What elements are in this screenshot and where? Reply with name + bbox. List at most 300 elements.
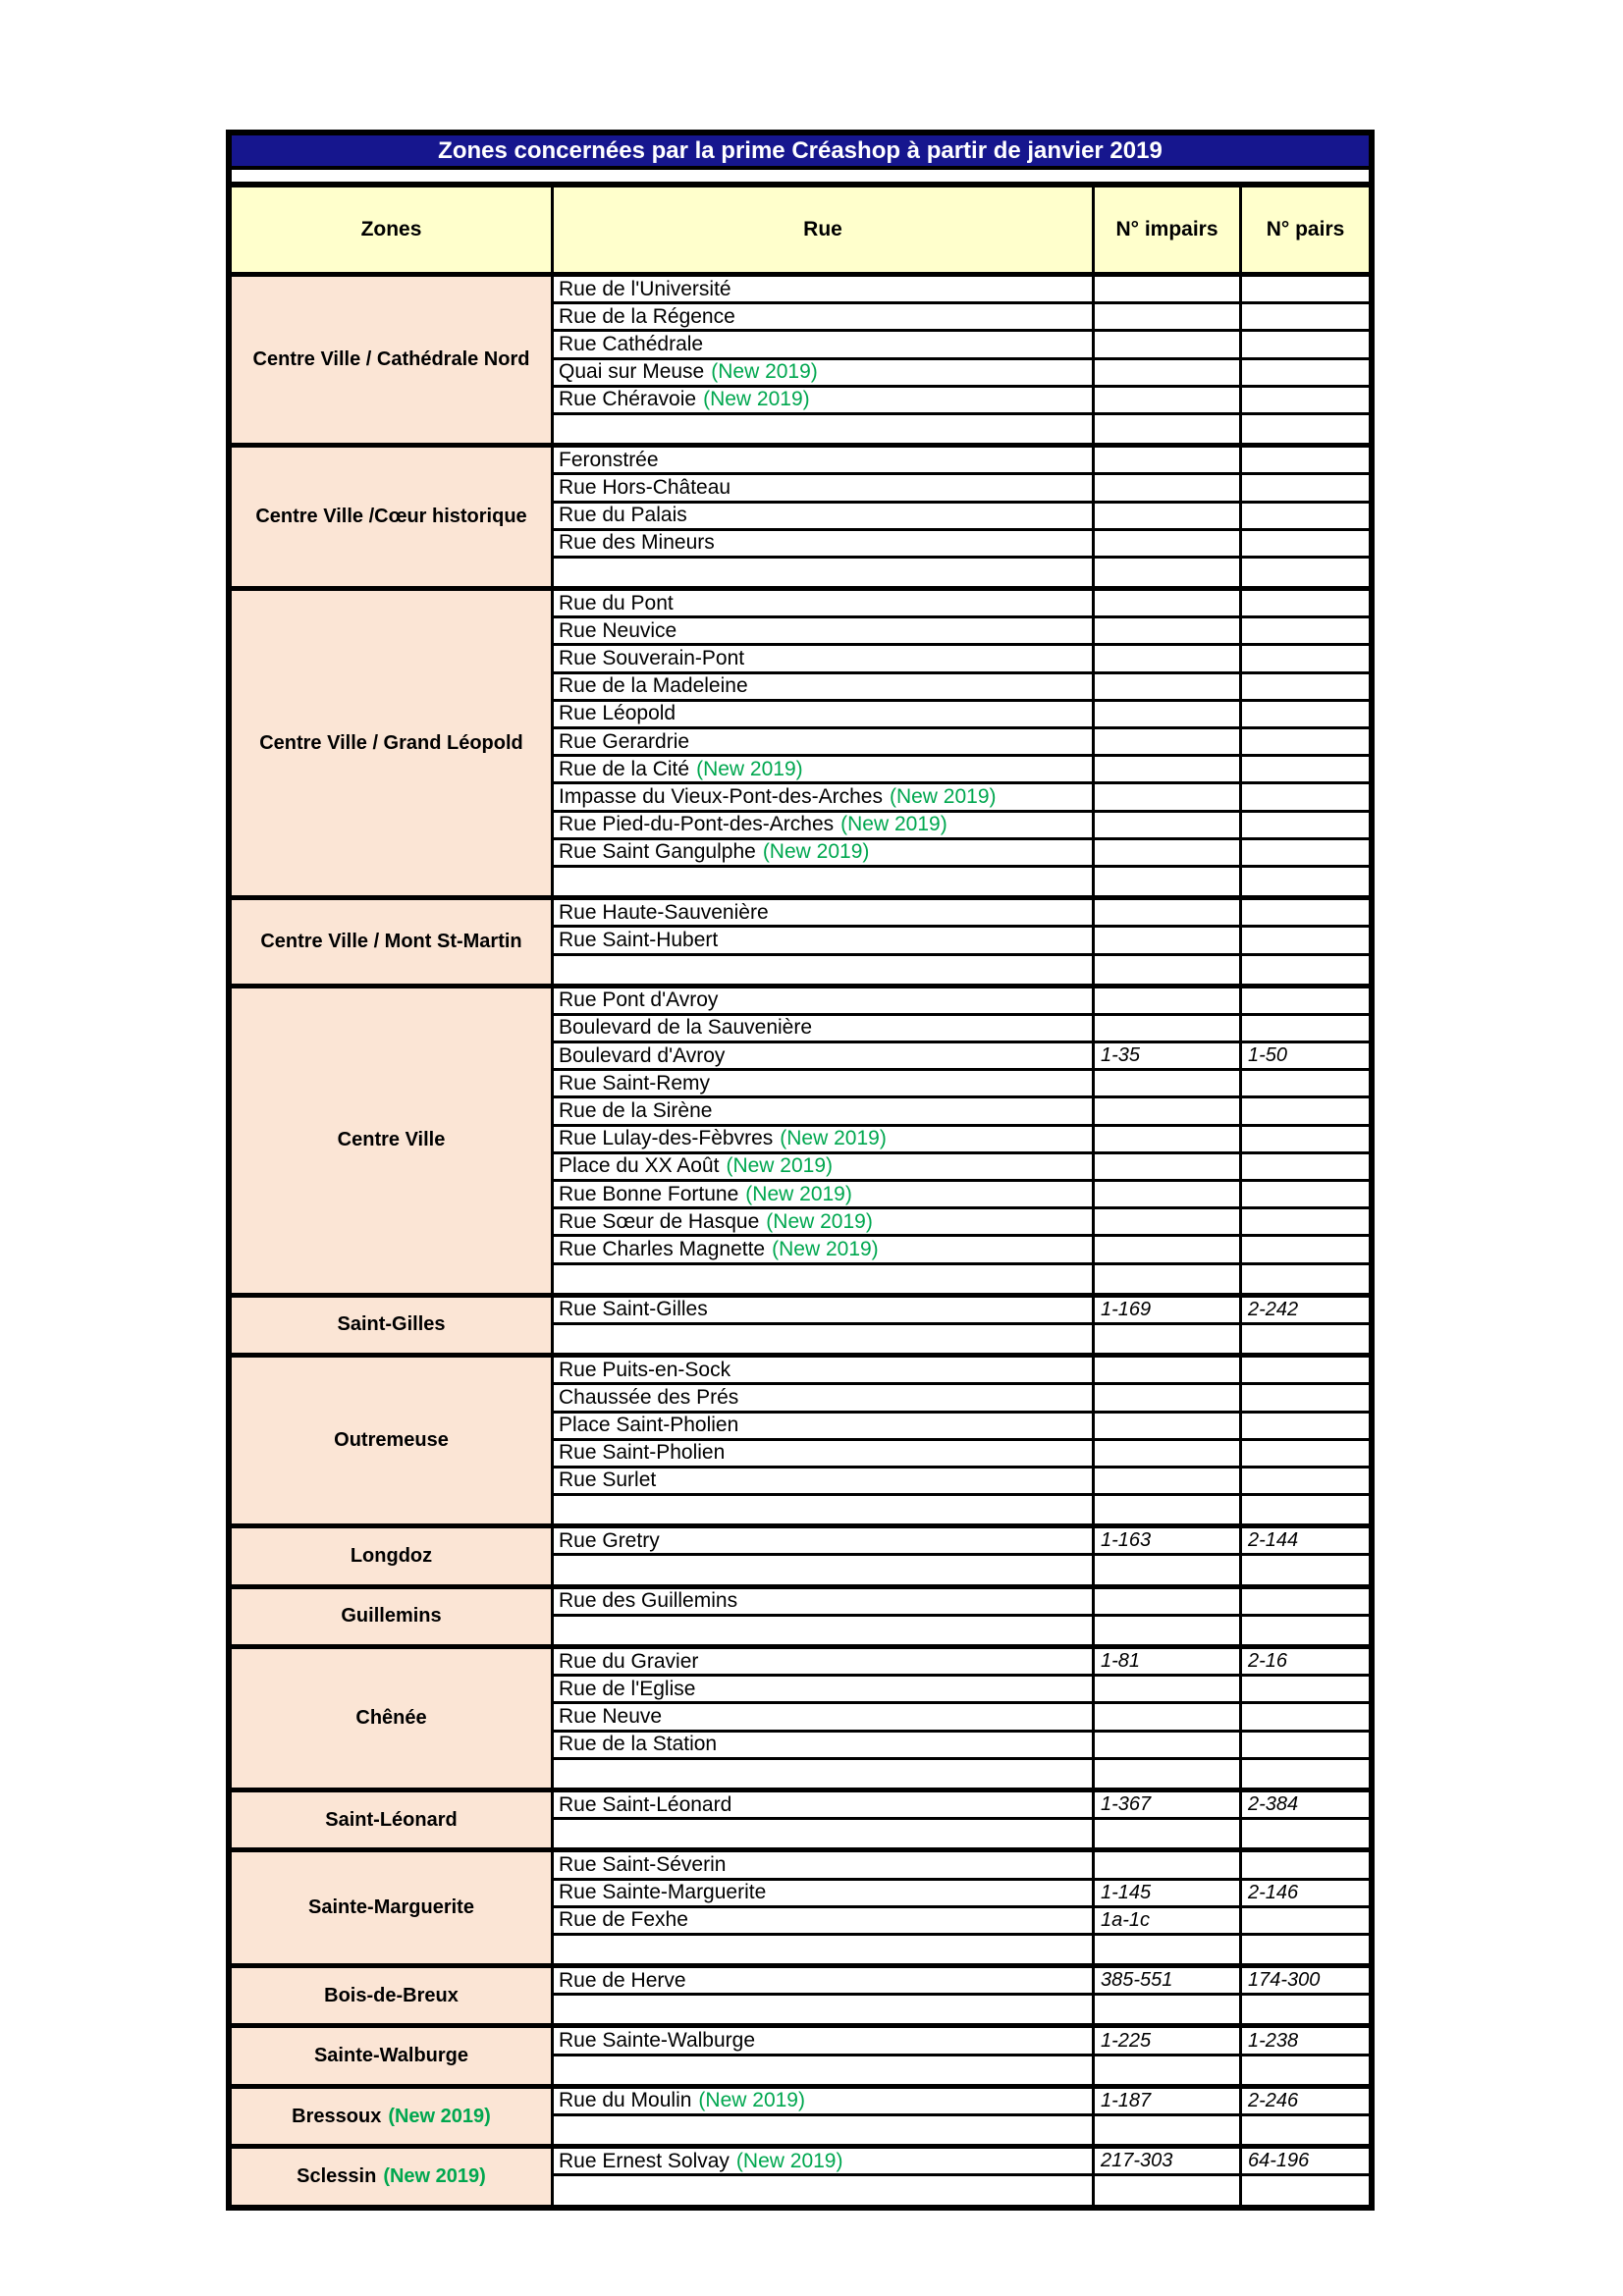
zone-name-cell bbox=[232, 1649, 554, 1788]
street-cell bbox=[554, 1760, 1095, 1788]
impairs-cell bbox=[1095, 2176, 1242, 2204]
impairs-cell bbox=[1095, 475, 1242, 500]
impairs-cell bbox=[1095, 1968, 1242, 1993]
zone-blocks bbox=[232, 277, 1369, 2205]
new-2019-tag: (New 2019) bbox=[703, 388, 810, 411]
street-cell bbox=[554, 591, 1095, 615]
street-rows bbox=[554, 1528, 1369, 1583]
street-rows bbox=[554, 988, 1369, 1293]
zone-name: Chênée bbox=[355, 1706, 427, 1729]
pairs-cell bbox=[1242, 531, 1369, 556]
street-cell bbox=[554, 1704, 1095, 1729]
pairs-cell bbox=[1242, 1908, 1369, 1933]
street-name: Rue Pont d'Avroy bbox=[559, 988, 719, 1012]
zone-block bbox=[232, 900, 1369, 988]
street-rows bbox=[554, 1298, 1369, 1353]
street-name: Rue de la Madeleine bbox=[559, 674, 748, 698]
pairs-cell bbox=[1242, 1154, 1369, 1179]
street-row bbox=[554, 1881, 1369, 1908]
street-row bbox=[554, 674, 1369, 702]
impairs-cell bbox=[1095, 1733, 1242, 1757]
zone-name-cell bbox=[232, 448, 554, 586]
pairs-cell bbox=[1242, 1468, 1369, 1493]
street-name: Rue de l'Université bbox=[559, 277, 731, 300]
street-name: Rue Saint-Gilles bbox=[559, 1298, 708, 1321]
impairs-cell bbox=[1095, 2149, 1242, 2173]
pairs-cell bbox=[1242, 2056, 1369, 2084]
pairs-value: 1-50 bbox=[1248, 1044, 1288, 1067]
pairs-cell bbox=[1242, 1649, 1369, 1674]
impairs-cell bbox=[1095, 702, 1242, 726]
street-row bbox=[554, 1496, 1369, 1523]
street-name: Rue Surlet bbox=[559, 1468, 657, 1492]
street-row bbox=[554, 2116, 1369, 2144]
street-name: Rue Saint-Séverin bbox=[559, 1852, 727, 1876]
impairs-cell bbox=[1095, 840, 1242, 865]
street-cell bbox=[554, 900, 1095, 925]
street-cell bbox=[554, 1237, 1095, 1261]
impairs-cell bbox=[1095, 1358, 1242, 1382]
street-row bbox=[554, 360, 1369, 388]
street-cell bbox=[554, 1733, 1095, 1757]
street-cell bbox=[554, 646, 1095, 670]
zone-name-cell bbox=[232, 1792, 554, 1847]
pairs-cell bbox=[1242, 1358, 1369, 1382]
impairs-cell bbox=[1095, 1704, 1242, 1729]
street-row bbox=[554, 813, 1369, 840]
street-name: Rue Haute-Sauvenière bbox=[559, 900, 769, 924]
street-row bbox=[554, 2089, 1369, 2116]
zone-block bbox=[232, 1358, 1369, 1528]
impairs-cell bbox=[1095, 1496, 1242, 1523]
street-row bbox=[554, 277, 1369, 304]
street-cell bbox=[554, 415, 1095, 443]
street-row bbox=[554, 956, 1369, 984]
pairs-cell bbox=[1242, 757, 1369, 781]
street-name: Rue Hors-Château bbox=[559, 475, 731, 499]
impairs-cell bbox=[1095, 1098, 1242, 1123]
pairs-cell bbox=[1242, 1071, 1369, 1095]
zone-block bbox=[232, 988, 1369, 1298]
street-name: Rue Cathédrale bbox=[559, 332, 704, 355]
street-cell bbox=[554, 1589, 1095, 1614]
zone-name-cell bbox=[232, 1358, 554, 1523]
street-cell bbox=[554, 1265, 1095, 1293]
street-row bbox=[554, 868, 1369, 895]
impairs-value: 1-187 bbox=[1101, 2089, 1152, 2111]
street-cell bbox=[554, 1908, 1095, 1933]
street-cell bbox=[554, 2028, 1095, 2053]
street-name: Rue Lulay-des-Fèbvres bbox=[559, 1127, 774, 1150]
pairs-cell bbox=[1242, 360, 1369, 385]
street-row bbox=[554, 1127, 1369, 1154]
impairs-cell bbox=[1095, 1528, 1242, 1553]
impairs-cell bbox=[1095, 1127, 1242, 1151]
new-2019-tag: (New 2019) bbox=[711, 360, 818, 384]
zone-name: Sclessin bbox=[297, 2164, 377, 2187]
street-row bbox=[554, 1043, 1369, 1071]
impairs-cell bbox=[1095, 1649, 1242, 1674]
impairs-cell bbox=[1095, 674, 1242, 699]
street-row bbox=[554, 1016, 1369, 1043]
street-name: Rue Saint-Pholien bbox=[559, 1441, 726, 1465]
pairs-value: 1-238 bbox=[1248, 2029, 1299, 2052]
street-row bbox=[554, 388, 1369, 415]
impairs-cell bbox=[1095, 1617, 1242, 1644]
impairs-cell bbox=[1095, 1820, 1242, 1847]
street-row bbox=[554, 448, 1369, 475]
pairs-cell bbox=[1242, 1496, 1369, 1523]
pairs-cell bbox=[1242, 1098, 1369, 1123]
impairs-value: 1-169 bbox=[1101, 1298, 1152, 1320]
zone-block bbox=[232, 2089, 1369, 2149]
street-name: Rue Saint Gangulphe bbox=[559, 840, 756, 864]
impairs-cell bbox=[1095, 2028, 1242, 2053]
street-name: Rue Puits-en-Sock bbox=[559, 1358, 731, 1381]
street-name: Rue de l'Eglise bbox=[559, 1677, 696, 1700]
street-cell bbox=[554, 1298, 1095, 1322]
impairs-cell bbox=[1095, 1385, 1242, 1410]
impairs-value: 217-303 bbox=[1101, 2150, 1173, 2172]
zone-name: Guillemins bbox=[341, 1605, 442, 1628]
street-name: Rue Sœur de Hasque bbox=[559, 1209, 760, 1233]
pairs-cell bbox=[1242, 1385, 1369, 1410]
street-cell bbox=[554, 559, 1095, 586]
street-row bbox=[554, 1358, 1369, 1385]
street-cell bbox=[554, 1677, 1095, 1701]
street-cell bbox=[554, 1182, 1095, 1206]
pairs-cell bbox=[1242, 1556, 1369, 1583]
pairs-cell bbox=[1242, 1760, 1369, 1788]
street-cell bbox=[554, 2149, 1095, 2173]
street-row bbox=[554, 1996, 1369, 2023]
new-2019-tag: (New 2019) bbox=[840, 813, 947, 836]
col-header-rue: Rue bbox=[554, 187, 1095, 272]
street-rows bbox=[554, 1968, 1369, 2023]
street-row bbox=[554, 1182, 1369, 1209]
impairs-cell bbox=[1095, 900, 1242, 925]
pairs-cell bbox=[1242, 1127, 1369, 1151]
street-row bbox=[554, 475, 1369, 503]
street-name: Rue Chéravoie bbox=[559, 388, 697, 411]
table-title-bar bbox=[232, 135, 1369, 166]
pairs-value: 2-242 bbox=[1248, 1298, 1299, 1320]
street-cell bbox=[554, 928, 1095, 952]
pairs-cell bbox=[1242, 2116, 1369, 2144]
street-rows bbox=[554, 2089, 1369, 2144]
impairs-cell bbox=[1095, 1881, 1242, 1905]
street-row bbox=[554, 618, 1369, 646]
new-2019-tag: (New 2019) bbox=[772, 1237, 879, 1260]
street-cell bbox=[554, 1528, 1095, 1553]
zone-name: Saint-Léonard bbox=[325, 1808, 458, 1831]
pairs-cell bbox=[1242, 475, 1369, 500]
pairs-cell bbox=[1242, 813, 1369, 837]
street-row bbox=[554, 1852, 1369, 1880]
street-rows bbox=[554, 1852, 1369, 1963]
header-row bbox=[232, 187, 1369, 277]
new-2019-tag: (New 2019) bbox=[762, 840, 870, 864]
impairs-cell bbox=[1095, 415, 1242, 443]
street-cell bbox=[554, 702, 1095, 726]
street-name: Rue Neuvice bbox=[559, 618, 677, 642]
impairs-cell bbox=[1095, 1996, 1242, 2023]
street-cell bbox=[554, 1098, 1095, 1123]
street-row bbox=[554, 757, 1369, 784]
street-cell bbox=[554, 1968, 1095, 1993]
zone-block bbox=[232, 277, 1369, 448]
street-cell bbox=[554, 813, 1095, 837]
pairs-cell bbox=[1242, 415, 1369, 443]
street-rows bbox=[554, 448, 1369, 586]
street-row bbox=[554, 2176, 1369, 2204]
impairs-cell bbox=[1095, 304, 1242, 329]
street-name: Rue Charles Magnette bbox=[559, 1237, 766, 1260]
street-cell bbox=[554, 618, 1095, 643]
street-cell bbox=[554, 784, 1095, 809]
impairs-value: 1-163 bbox=[1101, 1529, 1152, 1552]
street-rows bbox=[554, 2028, 1369, 2083]
street-name: Rue de Herve bbox=[559, 1968, 686, 1992]
impairs-cell bbox=[1095, 1908, 1242, 1933]
street-row bbox=[554, 1298, 1369, 1325]
street-cell bbox=[554, 1127, 1095, 1151]
street-cell bbox=[554, 531, 1095, 556]
zone-name: Longdoz bbox=[350, 1544, 433, 1567]
pairs-cell bbox=[1242, 591, 1369, 615]
street-name: Rue Gerardrie bbox=[559, 729, 690, 753]
pairs-cell bbox=[1242, 2176, 1369, 2204]
pairs-cell bbox=[1242, 1996, 1369, 2023]
street-cell bbox=[554, 448, 1095, 472]
impairs-value: 1-225 bbox=[1101, 2029, 1152, 2052]
street-row bbox=[554, 1677, 1369, 1704]
zone-new-2019-tag: (New 2019) bbox=[388, 2105, 491, 2127]
street-row bbox=[554, 2028, 1369, 2056]
street-cell bbox=[554, 1385, 1095, 1410]
pairs-cell bbox=[1242, 504, 1369, 528]
pairs-cell bbox=[1242, 1298, 1369, 1322]
street-row bbox=[554, 1649, 1369, 1677]
street-row bbox=[554, 1908, 1369, 1936]
street-cell bbox=[554, 1071, 1095, 1095]
street-cell bbox=[554, 757, 1095, 781]
impairs-cell bbox=[1095, 1237, 1242, 1261]
street-row bbox=[554, 332, 1369, 359]
street-row bbox=[554, 1098, 1369, 1126]
street-row bbox=[554, 559, 1369, 586]
impairs-cell bbox=[1095, 388, 1242, 412]
zone-name-cell bbox=[232, 988, 554, 1293]
street-name: Impasse du Vieux-Pont-des-Arches bbox=[559, 784, 883, 808]
pairs-cell bbox=[1242, 1414, 1369, 1438]
street-cell bbox=[554, 1414, 1095, 1438]
pairs-cell bbox=[1242, 868, 1369, 895]
street-cell bbox=[554, 304, 1095, 329]
pairs-cell bbox=[1242, 1589, 1369, 1614]
street-row bbox=[554, 304, 1369, 332]
street-cell bbox=[554, 1358, 1095, 1382]
pairs-cell bbox=[1242, 784, 1369, 809]
zone-block bbox=[232, 1968, 1369, 2028]
street-row bbox=[554, 1325, 1369, 1353]
impairs-value: 1-367 bbox=[1101, 1793, 1152, 1816]
street-row bbox=[554, 1154, 1369, 1182]
new-2019-tag: (New 2019) bbox=[889, 784, 997, 808]
zone-name: Sainte-Walburge bbox=[313, 2045, 469, 2067]
new-2019-tag: (New 2019) bbox=[780, 1127, 887, 1150]
pairs-cell bbox=[1242, 1704, 1369, 1729]
pairs-cell bbox=[1242, 840, 1369, 865]
zone-block bbox=[232, 1852, 1369, 1968]
street-cell bbox=[554, 1468, 1095, 1493]
impairs-cell bbox=[1095, 1043, 1242, 1068]
street-cell bbox=[554, 729, 1095, 754]
street-cell bbox=[554, 1792, 1095, 1817]
street-row bbox=[554, 1820, 1369, 1847]
street-row bbox=[554, 1733, 1369, 1760]
zone-name: Centre Ville / Grand Léopold bbox=[259, 731, 523, 754]
street-cell bbox=[554, 388, 1095, 412]
street-row bbox=[554, 2056, 1369, 2084]
street-row bbox=[554, 415, 1369, 443]
zone-block bbox=[232, 591, 1369, 900]
street-cell bbox=[554, 1996, 1095, 2023]
zone-name-cell bbox=[232, 2028, 554, 2083]
street-row bbox=[554, 840, 1369, 868]
street-row bbox=[554, 1385, 1369, 1413]
street-cell bbox=[554, 1496, 1095, 1523]
street-name: Rue du Palais bbox=[559, 504, 687, 527]
street-cell bbox=[554, 2176, 1095, 2204]
pairs-cell bbox=[1242, 1209, 1369, 1234]
zone-name: Saint-Gilles bbox=[337, 1313, 446, 1336]
impairs-cell bbox=[1095, 504, 1242, 528]
street-row bbox=[554, 1556, 1369, 1583]
zone-name: Centre Ville bbox=[337, 1129, 446, 1151]
impairs-value: 1a-1c bbox=[1101, 1908, 1151, 1931]
pairs-cell bbox=[1242, 332, 1369, 356]
street-cell bbox=[554, 1881, 1095, 1905]
street-cell bbox=[554, 956, 1095, 984]
impairs-cell bbox=[1095, 277, 1242, 301]
street-rows bbox=[554, 591, 1369, 895]
table-title: Zones concernées par la prime Créashop à partir de janvier 2019 bbox=[438, 136, 1163, 164]
impairs-cell bbox=[1095, 2116, 1242, 2144]
zone-name-cell bbox=[232, 1298, 554, 1353]
impairs-cell bbox=[1095, 729, 1242, 754]
street-rows bbox=[554, 1589, 1369, 1644]
pairs-cell bbox=[1242, 1936, 1369, 1963]
impairs-cell bbox=[1095, 448, 1242, 472]
impairs-cell bbox=[1095, 1414, 1242, 1438]
street-row bbox=[554, 2149, 1369, 2176]
pairs-cell bbox=[1242, 1237, 1369, 1261]
street-row bbox=[554, 1414, 1369, 1441]
street-row bbox=[554, 900, 1369, 928]
pairs-value: 2-16 bbox=[1248, 1650, 1288, 1673]
impairs-cell bbox=[1095, 1792, 1242, 1817]
zone-block bbox=[232, 1589, 1369, 1649]
street-row bbox=[554, 1209, 1369, 1237]
street-name: Rue du Gravier bbox=[559, 1649, 699, 1673]
street-name: Rue des Mineurs bbox=[559, 531, 715, 555]
street-row bbox=[554, 1441, 1369, 1468]
zone-name-cell bbox=[232, 1589, 554, 1644]
impairs-cell bbox=[1095, 1209, 1242, 1234]
impairs-value: 385-551 bbox=[1101, 1969, 1173, 1992]
street-cell bbox=[554, 2116, 1095, 2144]
impairs-value: 1-145 bbox=[1101, 1881, 1152, 1903]
pairs-cell bbox=[1242, 1677, 1369, 1701]
street-name: Rue Sainte-Walburge bbox=[559, 2029, 755, 2053]
street-name: Rue de la Cité bbox=[559, 757, 690, 780]
new-2019-tag: (New 2019) bbox=[726, 1154, 834, 1178]
street-name: Boulevard d'Avroy bbox=[559, 1043, 726, 1067]
street-name: Feronstrée bbox=[559, 448, 659, 471]
street-row bbox=[554, 784, 1369, 812]
pairs-cell bbox=[1242, 559, 1369, 586]
street-name: Rue des Guillemins bbox=[559, 1589, 738, 1613]
pairs-cell bbox=[1242, 2028, 1369, 2053]
pairs-cell bbox=[1242, 1182, 1369, 1206]
impairs-cell bbox=[1095, 2089, 1242, 2113]
impairs-cell bbox=[1095, 1325, 1242, 1353]
impairs-cell bbox=[1095, 928, 1242, 952]
street-cell bbox=[554, 840, 1095, 865]
street-name: Rue Sainte-Marguerite bbox=[559, 1881, 767, 1904]
street-name: Rue du Moulin bbox=[559, 2089, 692, 2112]
new-2019-tag: (New 2019) bbox=[766, 1209, 873, 1233]
street-row bbox=[554, 1617, 1369, 1644]
street-name: Rue Léopold bbox=[559, 702, 676, 725]
street-cell bbox=[554, 360, 1095, 385]
zone-block bbox=[232, 1298, 1369, 1358]
impairs-cell bbox=[1095, 1556, 1242, 1583]
impairs-cell bbox=[1095, 1677, 1242, 1701]
street-cell bbox=[554, 1852, 1095, 1877]
impairs-cell bbox=[1095, 1760, 1242, 1788]
impairs-cell bbox=[1095, 1265, 1242, 1293]
impairs-cell bbox=[1095, 360, 1242, 385]
street-cell bbox=[554, 1556, 1095, 1583]
street-cell bbox=[554, 1936, 1095, 1963]
pairs-value: 2-146 bbox=[1248, 1881, 1299, 1903]
new-2019-tag: (New 2019) bbox=[735, 2149, 843, 2172]
street-row bbox=[554, 531, 1369, 559]
new-2019-tag: (New 2019) bbox=[745, 1182, 852, 1205]
street-name: Rue de Fexhe bbox=[559, 1908, 688, 1932]
street-name: Boulevard de la Sauvenière bbox=[559, 1016, 813, 1040]
zone-name-cell bbox=[232, 277, 554, 443]
zone-name-cell bbox=[232, 1528, 554, 1583]
street-cell bbox=[554, 988, 1095, 1013]
pairs-cell bbox=[1242, 702, 1369, 726]
street-name: Chaussée des Prés bbox=[559, 1385, 739, 1409]
title-separator bbox=[232, 166, 1369, 187]
street-cell bbox=[554, 868, 1095, 895]
pairs-value: 2-144 bbox=[1248, 1529, 1299, 1552]
street-row bbox=[554, 702, 1369, 729]
col-header-pairs: N° pairs bbox=[1266, 218, 1345, 240]
pairs-cell bbox=[1242, 674, 1369, 699]
street-name: Rue Neuve bbox=[559, 1704, 663, 1728]
street-row bbox=[554, 1468, 1369, 1496]
new-2019-tag: (New 2019) bbox=[698, 2089, 805, 2112]
pairs-cell bbox=[1242, 1016, 1369, 1041]
pairs-cell bbox=[1242, 988, 1369, 1013]
street-cell bbox=[554, 1649, 1095, 1674]
